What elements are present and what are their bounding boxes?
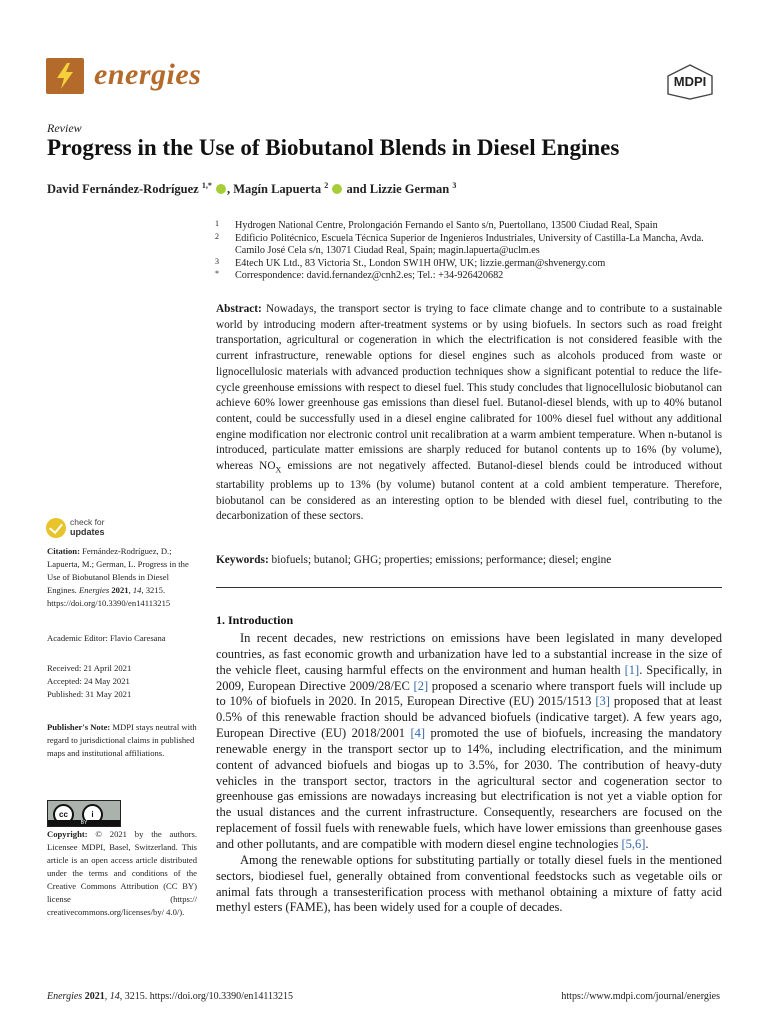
affiliation: 1 Hydrogen National Centre, Prolongación Fernando el Santo s/n, Puertollano, 13500 Ciudad Real, Spain (215, 219, 658, 231)
reference-link[interactable]: [4] (410, 726, 426, 741)
body-text (216, 631, 722, 916)
received-date: Received: 21 April 2021 (47, 663, 132, 673)
paragraph-text: promoted the use of biofuels, increasing the mandatory renewable energy in the transport sector up to 14%, including electrification, and the minimum content of advanced biofuels and biogas up to 3.5%, for 2030. The contribution of heavy-duty vehicles in the transport sector, tractors in the agricultural sector and cogeneration sector to greenhouse gas emissions are nowadays increasing but electrification is not yet a viable option for the usual distances and the current infrastructure. Consequently, researchers are focused on the replacement of fossil fuels with renewable fuels, which have lower emissions than greenhouse gases and other pollutants, and are compatible with modern diesel engine technologies (216, 726, 722, 851)
author-affil-sup: 3 (452, 181, 457, 190)
paragraph-text: proposed a scenario where transport fuels will include up to 10% of biofuels in 2020. In 2015, European Directive (EU) 2015/1513 (216, 678, 722, 709)
author-name[interactable]: Magín Lapuerta (233, 182, 322, 197)
keywords-label: Keywords: (216, 554, 269, 566)
publisher-name: MDPI (673, 74, 707, 89)
publication-dates (47, 662, 197, 701)
paragraph-text: proposed that at least 0.5% of this renewable fraction should be advanced biofuels (indicative target). A few years ago, European Directive (EU) 2018/2001 (216, 694, 723, 741)
abstract: Abstract: Nowadays, the transport sector is trying to face climate change and to contribute to a sustainable world by introducing modern after-treatment systems or by using biofuels. In sectors such as road freight transportation, agricultural or cogeneration in which the electrification is not considered feasible with the current infrastructure, renewable options for diesel engines such as alcohols produced from waste or lignocellulosic materials with advanced production techniques show a significant potential to reduce the life-cycle greenhouse emissions with respect to diesel fuel. This study concludes that lignocellulosic biobutanol can achieve 60% lower greenhouse gas emissions than diesel fuel. Butanol-diesel blends, with up to 40% butanol content, could be successfully used in a diesel engine calibrated for 100% diesel fuel without any additional engine modification nor electronic control unit recalibration at a warm ambient temperature. When n-butanol is introduced, particulate matter emissions are sharply reduced for butanol contents up to 16% (by volume), whereas $NO_X$ emissions are not negatively affected. Butanol-diesel blends could be introduced without startability problems up to 13% (by volume) butanol content at a cold ambient temperature. Therefore, biobutanol can be considered as an interesting option to be blended with diesel fuel, contributing to the decarbonization of these sectors. (216, 303, 722, 523)
check-updates-icon (46, 518, 66, 538)
footer-citation: Energies 2021, 14, 3215. https://doi.org/10.3390/en14113215 (47, 991, 294, 1002)
author-affil-sup: 1,* (201, 181, 212, 190)
journal-logo (46, 58, 84, 94)
paragraph-text: . (645, 836, 649, 851)
author-affil-sup: 2 (324, 181, 329, 190)
orcid-icon[interactable] (332, 184, 342, 194)
citation: Citation: Fernández-Rodríguez, D.; Lapuerta, M.; German, L. Progress in the Use of Biobutanol Blends in Diesel Engines. Energies 2021, 14, 3215. https://doi.org/10.3390/en14113215 (47, 546, 189, 608)
reference-link[interactable]: [3] (595, 694, 610, 709)
orcid-icon[interactable] (216, 184, 226, 194)
keywords: Keywords: biofuels; butanol; GHG; properties; emissions; performance; diesel; engine (216, 554, 612, 566)
academic-editor: Academic Editor: Flavio Caresana (47, 633, 166, 643)
article-title: Progress in the Use of Biobutanol Blends in Diesel Engines (47, 135, 620, 160)
copyright-notice: Copyright: © 2021 by the authors. Licensee MDPI, Basel, Switzerland. This article is an open access article distributed under the terms and conditions of the Creative Commons Attribution (CC BY) license (https:// creativecommons.org/licenses/by/ 4.0/). (47, 829, 197, 917)
section-divider (216, 587, 722, 588)
cc-by-icon[interactable]: cc i BY (47, 800, 121, 827)
paragraph: Among the renewable options for substituting partially or totally diesel fuels in the mentioned sectors, biodiesel fuel, generally obtained from conventional feedstocks such as vegetable oils or animal fats through a transesterification process with methanol obtaining a mixture of fatty acid methyl esters (FAME), has been widely used for a couple of decades. (216, 852, 722, 915)
author-list: David Fernández-Rodríguez $^{1,*}$ , Magín Lapuerta $^2$ and Lizzie German $^3$ (47, 181, 457, 197)
accepted-date: Accepted: 24 May 2021 (47, 676, 130, 686)
journal-name: energies (94, 58, 202, 91)
mdpi-logo (666, 64, 714, 100)
journal-url-link[interactable]: https://www.mdpi.com/journal/energies (561, 991, 720, 1002)
reference-link[interactable]: [1] (624, 662, 640, 677)
abstract-label: Abstract: (216, 303, 262, 315)
affiliation: 3 E4tech UK Ltd., 83 Victoria St., London SW1H 0HW, UK; lizzie.german@shvenergy.com (215, 256, 606, 269)
article-type: Review (47, 121, 82, 135)
published-date: Published: 31 May 2021 (47, 689, 132, 699)
correspondence: * Correspondence: david.fernandez@cnh2.es; Tel.: +34-926420682 (215, 269, 504, 282)
publisher-note: Publisher's Note: MDPI stays neutral with regard to jurisdictional claims in published maps and institutional affiliations. (47, 722, 197, 758)
author-name[interactable]: Lizzie German (369, 182, 450, 197)
reference-link[interactable]: [2] (413, 678, 429, 693)
affiliation: 2 Edificio Politécnico, Escuela Técnica Superior de Ingenieros Industriales, University of Castilla-La Mancha, Avda. Camilo José Cela s/n, 13071 Ciudad Real, Spain; magin.lapuerta@uclm.es (215, 231, 704, 257)
affiliation-list (215, 220, 725, 283)
lightning-bolt-icon (46, 58, 84, 94)
section-heading: 1. Introduction (216, 613, 294, 627)
reference-link[interactable]: [5,6] (621, 836, 646, 851)
paragraph-text: . Specifically, in 2009, European Directive 2009/28/EC (216, 662, 722, 693)
check-for-updates-button[interactable]: check for updates (46, 516, 126, 542)
author-name[interactable]: David Fernández-Rodríguez (47, 182, 199, 197)
paragraph-text: In recent decades, new restrictions on emissions have been legislated in many developed countries, as fast economic growth and urbanization have led to a substantial increase in the size of the vehicle fleet, causing harmful effects on the environment and human health (216, 631, 722, 677)
paragraph (216, 631, 722, 853)
